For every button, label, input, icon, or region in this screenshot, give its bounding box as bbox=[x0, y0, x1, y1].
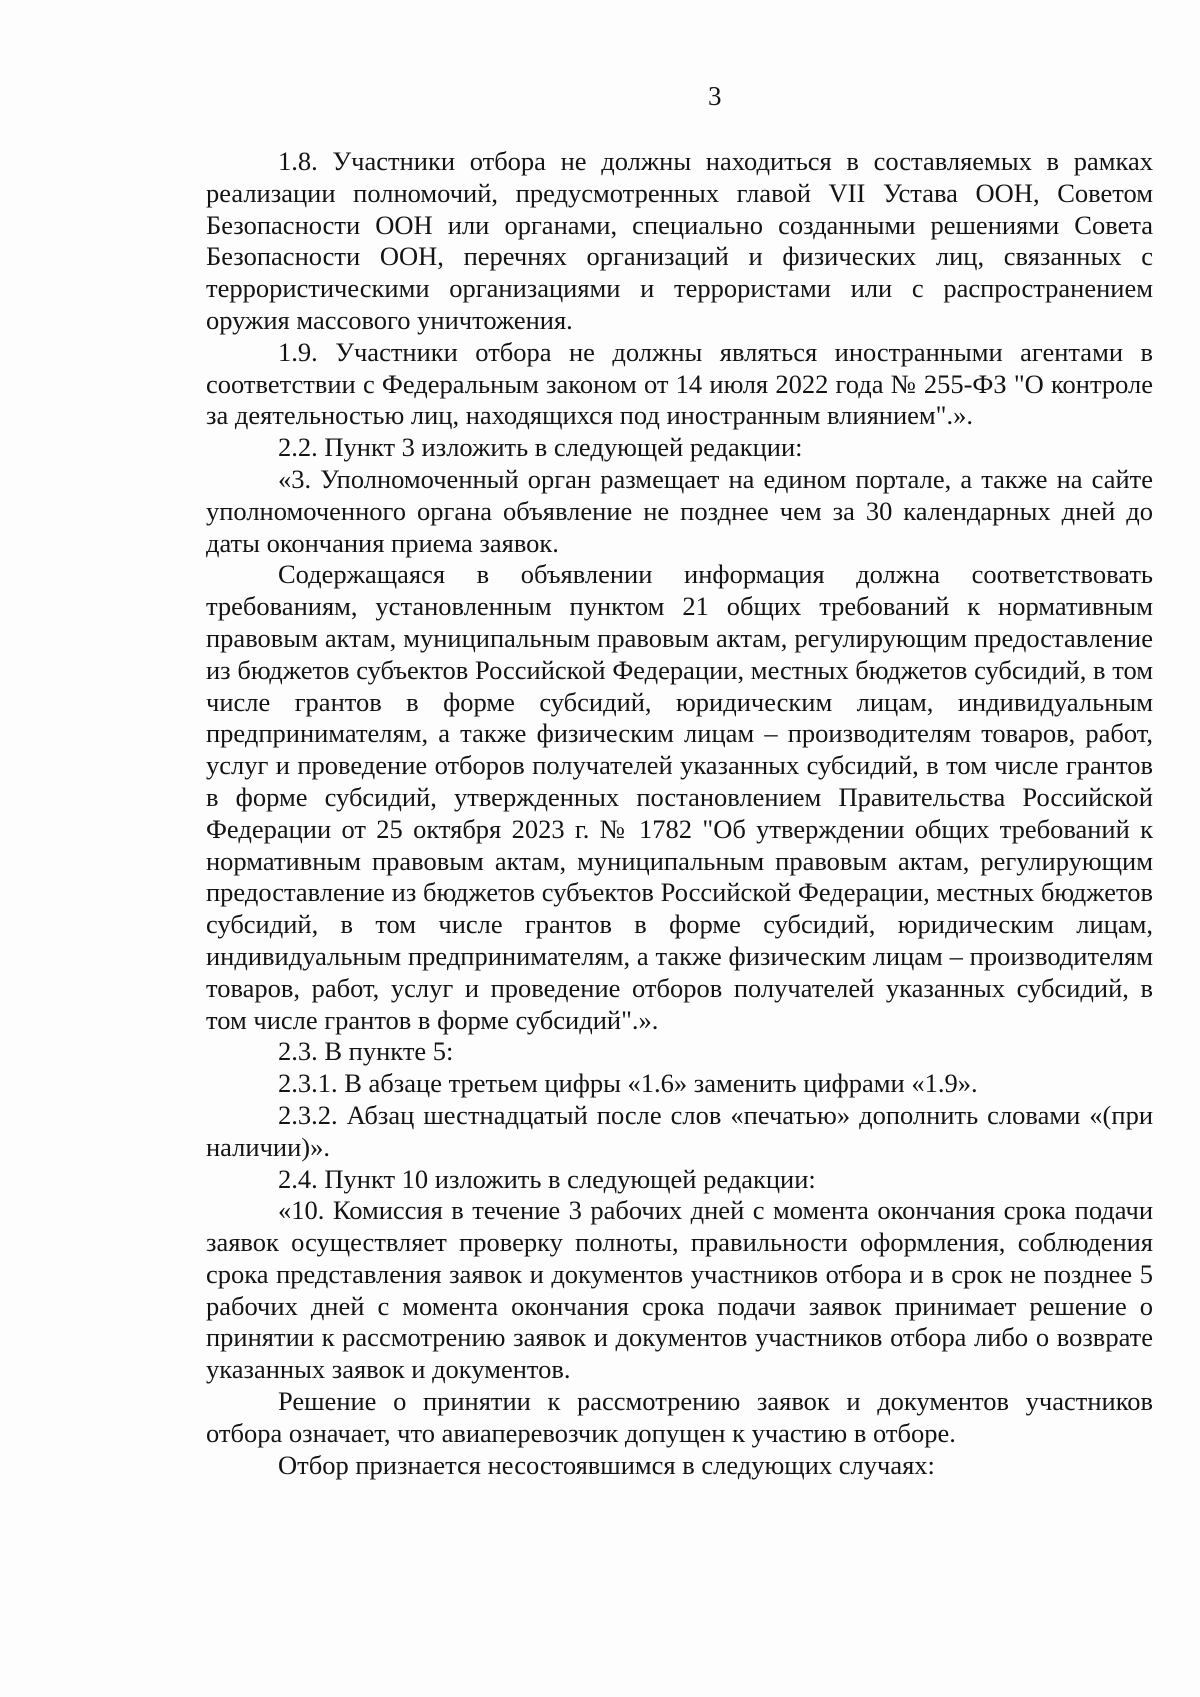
paragraph-2-3-1: 2.3.1. В абзаце третьем цифры «1.6» заменить цифрами «1.9». bbox=[278, 1068, 978, 1099]
paragraph-2-2: 2.2. Пункт 3 изложить в следующей редакции: bbox=[278, 432, 803, 463]
paragraph-selection-failed: Отбор признается несостоявшимся в следующих случаях: bbox=[278, 1449, 935, 1480]
paragraph-announcement-requirements: Содержащаяся в объявлении информация должна соответствовать требованиям, установленным пунктом 21 общих требований к нормативным правовым актам, муниципальным правовым актам, регулирующим предоставление из бюджетов субъектов Российской Федерации, местных бюджетов субсидий, в том числе грантов в форме субсидий, юридическим лицам, индивидуальным предпринимателям, а также физическим лицам – производителям товаров, работ, услуг и проведение отборов получателей указанных субсидий, в том числе грантов в форме субсидий, утвержденных постановлением Правительства Российской Федерации от 25 октября 2023 г. № 1782 "Об утверждении общих требований к нормативным правовым актам, муниципальным правовым актам, регулирующим предоставление из бюджетов субъектов Российской Федерации, местных бюджетов субсидий, в том числе грантов в форме субсидий, юридическим лицам, индивидуальным предпринимателям, а также физическим лицам – производителям товаров, работ, услуг и проведение отборов получателей указанных субсидий, в том числе грантов в форме субсидий".». bbox=[206, 559, 1153, 1035]
paragraph-1-8: 1.8. Участники отбора не должны находиться в составляемых в рамках реализации полномочий, предусмотренных главой VII Устава ООН, Советом Безопасности ООН или органами, специально созданными решениями Совета Безопасности ООН, перечнях организаций и физических лиц, связанных с террористическими организациями и террористами или с распространением оружия массового уничтожения. bbox=[206, 146, 1153, 335]
paragraph-item-10: «10. Комиссия в течение 3 рабочих дней с момента окончания срока подачи заявок осуществляет проверку полноты, правильности оформления, соблюдения срока представления заявок и документов участников отбора и в срок не позднее 5 рабочих дней с момента окончания срока подачи заявок принимает решение о принятии к рассмотрению заявок и документов участников отбора либо о возврате указанных заявок и документов. bbox=[206, 1195, 1153, 1385]
document-body bbox=[206, 146, 1153, 1481]
paragraph-1-9: 1.9. Участники отбора не должны являться иностранными агентами в соответствии с Федеральным законом от 14 июля 2022 года № 255-ФЗ "О контроле за деятельностью лиц, находящихся под иностранным влиянием".». bbox=[206, 336, 1153, 431]
page-number: 3 bbox=[708, 81, 722, 111]
paragraph-2-3: 2.3. В пункте 5: bbox=[278, 1036, 454, 1067]
paragraph-decision: Решение о принятии к рассмотрению заявок и документов участников отбора означает, что авиаперевозчик допущен к участию в отборе. bbox=[206, 1386, 1153, 1448]
paragraph-item-3: «3. Уполномоченный орган размещает на едином портале, а также на сайте уполномоченного органа объявление не позднее чем за 30 календарных дней до даты окончания приема заявок. bbox=[206, 463, 1153, 558]
paragraph-2-4: 2.4. Пункт 10 изложить в следующей редакции: bbox=[278, 1163, 816, 1194]
paragraph-2-3-2: 2.3.2. Абзац шестнадцатый после слов «печатью» дополнить словами «(при наличии)». bbox=[206, 1099, 1153, 1162]
